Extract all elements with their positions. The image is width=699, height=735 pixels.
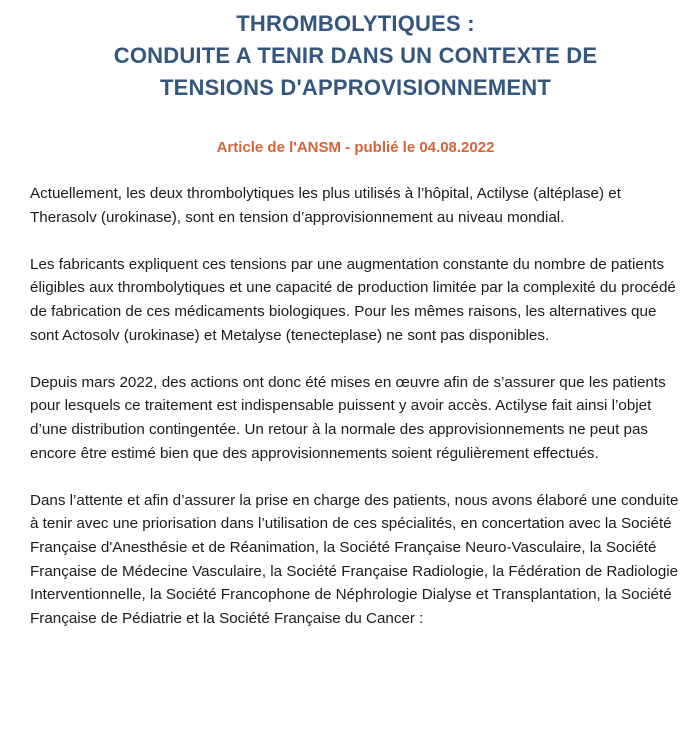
paragraph-1: Actuellement, les deux thrombolytiques les plus utilisés à l’hôpital, Actilyse (altéplase) et Therasolv (urokinase), sont en tension d’approvisionnement au niveau mondial. — [30, 185, 621, 226]
title-line-3: TENSIONS D'APPROVISIONNEMENT — [160, 75, 551, 100]
paragraph-4: Dans l’attente et afin d’assurer la prise en charge des patients, nous avons élaboré une conduite à tenir avec une priorisation dans l’utilisation de ces spécialités, en concertation avec la Société Française d'Anesthésie et de Réanimation, la Société Française Neuro-Vasculaire, la Société Française de Médecine Vasculaire, la Société Française Radiologie, la Fédération de Radiologie Interventionnelle, la Société Francophone de Néphrologie Dialyse et Transplantation, la Société Française de Pédiatrie et la Société Française du Cancer : — [30, 491, 679, 627]
title-line-2: CONDUITE A TENIR DANS UN CONTEXTE DE — [113, 43, 598, 68]
title-line-1: THROMBOLYTIQUES : — [236, 11, 475, 36]
page-title — [30, 0, 681, 104]
paragraph-2: Les fabricants expliquent ces tensions par une augmentation constante du nombre de patients éligibles aux thrombolytiques et une capacité de production limitée par la complexité du procédé de fabrication de ces médicaments biologiques. Pour les mêmes raisons, les alternatives que sont Actosolv (urokinase) et Metalyse (tenecteplase) ne sont pas disponibles. — [30, 255, 676, 344]
paragraph-3: Depuis mars 2022, des actions ont donc été mises en œuvre afin de s’assurer que les patients pour lesquels ce traitement est indispensable puissent y avoir accès. Actilyse fait ainsi l’objet d’une distribution contingentée. Un retour à la normale des approvisionnements ne peut pas encore être estimé bien que des approvisionnements soient régulièrement effectués. — [30, 373, 666, 462]
article-subtitle: Article de l'ANSM - publié le 04.08.2022 — [216, 139, 495, 156]
